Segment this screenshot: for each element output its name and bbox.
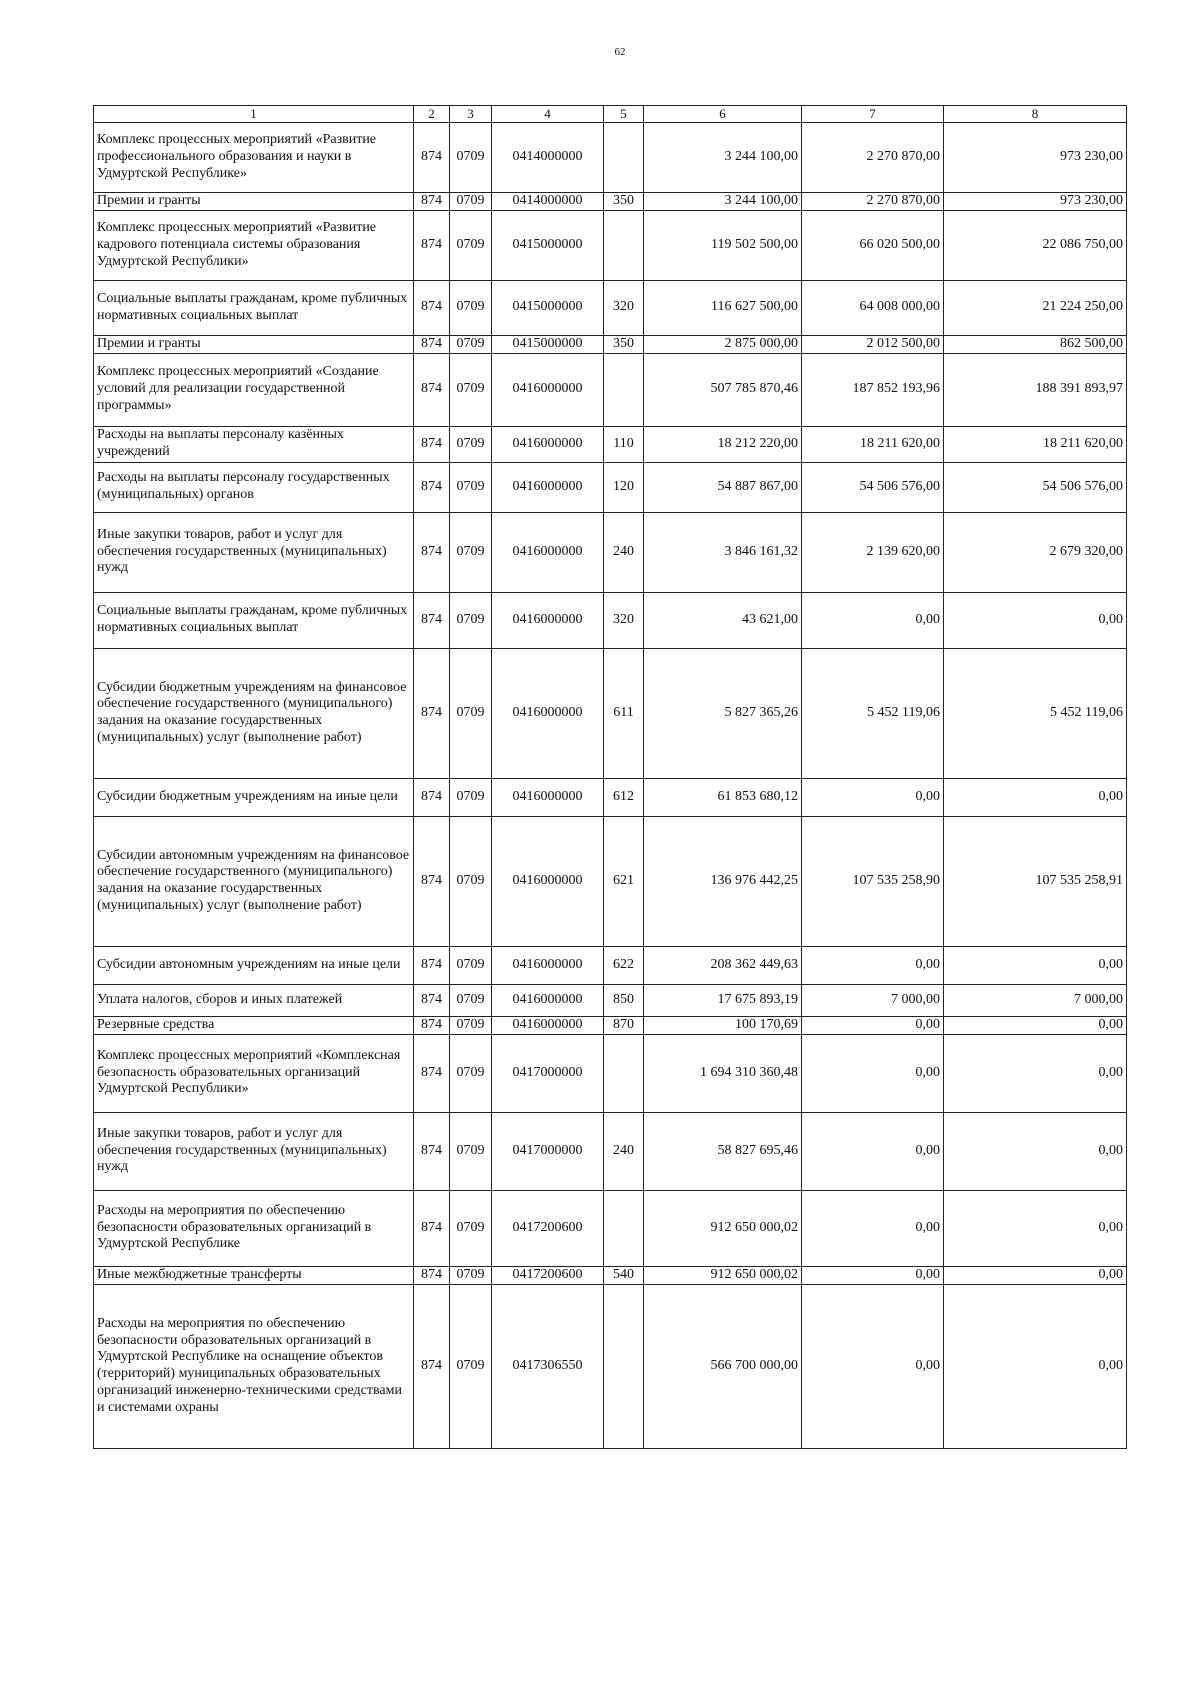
row-code-5 — [604, 123, 644, 193]
row-amount-8: 0,00 — [944, 592, 1127, 648]
row-code-3: 0709 — [450, 462, 492, 512]
row-amount-8: 54 506 576,00 — [944, 462, 1127, 512]
row-amount-8: 0,00 — [944, 1016, 1127, 1034]
row-code-2: 874 — [414, 592, 450, 648]
row-code-3: 0709 — [450, 193, 492, 211]
row-amount-7: 0,00 — [802, 778, 944, 816]
row-code-5: 110 — [604, 426, 644, 462]
row-code-2: 874 — [414, 984, 450, 1016]
row-code-2: 874 — [414, 426, 450, 462]
row-code-5: 612 — [604, 778, 644, 816]
row-code-3: 0709 — [450, 123, 492, 193]
row-amount-6: 119 502 500,00 — [644, 210, 802, 280]
row-code-2: 874 — [414, 193, 450, 211]
column-header: 3 — [450, 106, 492, 123]
row-code-5: 870 — [604, 1016, 644, 1034]
row-code-2: 874 — [414, 210, 450, 280]
row-name: Субсидии автономным учреждениям на иные цели — [94, 946, 414, 984]
row-amount-7: 0,00 — [802, 1034, 944, 1112]
table-row — [94, 1190, 1127, 1266]
row-name: Комплекс процессных мероприятий «Создание условий для реализации государственной программы» — [94, 353, 414, 426]
table-row — [94, 1112, 1127, 1190]
row-code-4: 0416000000 — [492, 512, 604, 592]
row-code-4: 0416000000 — [492, 648, 604, 778]
row-name: Субсидии автономным учреждениям на финансовое обеспечение государственного (муниципального) задания на оказание государственных (муниципальных) услуг (выполнение работ) — [94, 816, 414, 946]
table-row — [94, 778, 1127, 816]
row-amount-8: 0,00 — [944, 1112, 1127, 1190]
row-amount-6: 17 675 893,19 — [644, 984, 802, 1016]
row-code-4: 0414000000 — [492, 123, 604, 193]
row-amount-8: 0,00 — [944, 1034, 1127, 1112]
row-code-5: 120 — [604, 462, 644, 512]
row-amount-8: 107 535 258,91 — [944, 816, 1127, 946]
row-name: Комплекс процессных мероприятий «Развитие кадрового потенциала системы образования Удмуртской Республики» — [94, 210, 414, 280]
row-amount-8: 973 230,00 — [944, 123, 1127, 193]
row-code-2: 874 — [414, 1266, 450, 1284]
table-row — [94, 512, 1127, 592]
column-header: 7 — [802, 106, 944, 123]
row-name: Премии и гранты — [94, 193, 414, 211]
row-code-4: 0416000000 — [492, 984, 604, 1016]
row-name: Субсидии бюджетным учреждениям на финансовое обеспечение государственного (муниципального) задания на оказание государственных (муниципальных) услуг (выполнение работ) — [94, 648, 414, 778]
row-code-3: 0709 — [450, 1266, 492, 1284]
table-row — [94, 193, 1127, 211]
budget-table — [93, 105, 1127, 1449]
table-row — [94, 210, 1127, 280]
table-row — [94, 280, 1127, 335]
row-name: Комплекс процессных мероприятий «Комплексная безопасность образовательных организаций Удмуртской Республики» — [94, 1034, 414, 1112]
row-code-3: 0709 — [450, 984, 492, 1016]
row-amount-6: 1 694 310 360,48 — [644, 1034, 802, 1112]
row-code-2: 874 — [414, 1284, 450, 1448]
row-amount-8: 0,00 — [944, 778, 1127, 816]
row-amount-8: 22 086 750,00 — [944, 210, 1127, 280]
row-code-4: 0417000000 — [492, 1034, 604, 1112]
row-code-3: 0709 — [450, 335, 492, 353]
row-code-3: 0709 — [450, 592, 492, 648]
row-code-4: 0414000000 — [492, 193, 604, 211]
column-header: 5 — [604, 106, 644, 123]
column-header: 4 — [492, 106, 604, 123]
row-amount-7: 0,00 — [802, 1016, 944, 1034]
row-amount-7: 2 270 870,00 — [802, 123, 944, 193]
row-code-3: 0709 — [450, 512, 492, 592]
row-amount-7: 0,00 — [802, 1266, 944, 1284]
row-amount-7: 0,00 — [802, 1112, 944, 1190]
row-code-5: 621 — [604, 816, 644, 946]
table-row — [94, 426, 1127, 462]
row-amount-6: 3 244 100,00 — [644, 123, 802, 193]
row-name: Социальные выплаты гражданам, кроме публичных нормативных социальных выплат — [94, 592, 414, 648]
table-row — [94, 462, 1127, 512]
row-amount-7: 66 020 500,00 — [802, 210, 944, 280]
row-name: Иные закупки товаров, работ и услуг для обеспечения государственных (муниципальных) нужд — [94, 1112, 414, 1190]
row-amount-6: 18 212 220,00 — [644, 426, 802, 462]
row-code-2: 874 — [414, 462, 450, 512]
row-amount-8: 0,00 — [944, 946, 1127, 984]
row-code-2: 874 — [414, 648, 450, 778]
row-amount-8: 188 391 893,97 — [944, 353, 1127, 426]
row-code-2: 874 — [414, 280, 450, 335]
row-amount-7: 18 211 620,00 — [802, 426, 944, 462]
row-code-4: 0416000000 — [492, 1016, 604, 1034]
row-amount-6: 912 650 000,02 — [644, 1266, 802, 1284]
row-amount-8: 21 224 250,00 — [944, 280, 1127, 335]
row-code-2: 874 — [414, 1190, 450, 1266]
row-code-5: 320 — [604, 592, 644, 648]
table-row — [94, 648, 1127, 778]
row-code-2: 874 — [414, 1016, 450, 1034]
row-code-5: 611 — [604, 648, 644, 778]
row-name: Резервные средства — [94, 1016, 414, 1034]
row-code-4: 0417200600 — [492, 1266, 604, 1284]
row-name: Иные межбюджетные трансферты — [94, 1266, 414, 1284]
row-amount-8: 973 230,00 — [944, 193, 1127, 211]
row-amount-6: 136 976 442,25 — [644, 816, 802, 946]
row-amount-8: 18 211 620,00 — [944, 426, 1127, 462]
row-name: Расходы на мероприятия по обеспечению безопасности образовательных организаций в Удмуртской Республике — [94, 1190, 414, 1266]
row-code-5: 350 — [604, 193, 644, 211]
row-amount-8: 2 679 320,00 — [944, 512, 1127, 592]
column-header: 1 — [94, 106, 414, 123]
row-amount-7: 0,00 — [802, 946, 944, 984]
row-code-2: 874 — [414, 1112, 450, 1190]
row-amount-6: 116 627 500,00 — [644, 280, 802, 335]
row-amount-8: 0,00 — [944, 1284, 1127, 1448]
row-name: Комплекс процессных мероприятий «Развитие профессионального образования и науки в Удмуртской Республике» — [94, 123, 414, 193]
row-code-3: 0709 — [450, 353, 492, 426]
row-amount-6: 43 621,00 — [644, 592, 802, 648]
row-code-2: 874 — [414, 512, 450, 592]
row-amount-8: 7 000,00 — [944, 984, 1127, 1016]
row-code-2: 874 — [414, 123, 450, 193]
row-code-4: 0415000000 — [492, 280, 604, 335]
row-code-5 — [604, 353, 644, 426]
row-amount-7: 5 452 119,06 — [802, 648, 944, 778]
row-name: Премии и гранты — [94, 335, 414, 353]
row-amount-7: 7 000,00 — [802, 984, 944, 1016]
row-code-5: 320 — [604, 280, 644, 335]
table-row — [94, 946, 1127, 984]
row-code-4: 0415000000 — [492, 335, 604, 353]
row-code-4: 0416000000 — [492, 462, 604, 512]
row-code-3: 0709 — [450, 946, 492, 984]
row-code-2: 874 — [414, 1034, 450, 1112]
row-amount-6: 912 650 000,02 — [644, 1190, 802, 1266]
row-amount-6: 2 875 000,00 — [644, 335, 802, 353]
row-code-3: 0709 — [450, 1284, 492, 1448]
table-row — [94, 1034, 1127, 1112]
row-amount-6: 507 785 870,46 — [644, 353, 802, 426]
row-code-5 — [604, 210, 644, 280]
row-amount-6: 5 827 365,26 — [644, 648, 802, 778]
table-row — [94, 335, 1127, 353]
row-amount-6: 208 362 449,63 — [644, 946, 802, 984]
row-name: Расходы на мероприятия по обеспечению безопасности образовательных организаций в Удмуртской Республике на оснащение объектов (территорий) муниципальных образовательных организаций инженерно-техническими средствами и системами охраны — [94, 1284, 414, 1448]
row-code-2: 874 — [414, 778, 450, 816]
row-amount-8: 0,00 — [944, 1190, 1127, 1266]
row-code-2: 874 — [414, 353, 450, 426]
table-row — [94, 816, 1127, 946]
row-amount-6: 61 853 680,12 — [644, 778, 802, 816]
row-code-2: 874 — [414, 335, 450, 353]
row-code-3: 0709 — [450, 210, 492, 280]
table-row — [94, 1284, 1127, 1448]
table-row — [94, 1266, 1127, 1284]
row-code-4: 0416000000 — [492, 778, 604, 816]
row-amount-7: 0,00 — [802, 1284, 944, 1448]
row-code-4: 0416000000 — [492, 353, 604, 426]
row-code-4: 0417200600 — [492, 1190, 604, 1266]
row-amount-6: 58 827 695,46 — [644, 1112, 802, 1190]
row-code-5: 622 — [604, 946, 644, 984]
row-code-3: 0709 — [450, 648, 492, 778]
column-header: 6 — [644, 106, 802, 123]
row-code-5: 540 — [604, 1266, 644, 1284]
row-amount-6: 100 170,69 — [644, 1016, 802, 1034]
row-amount-6: 3 244 100,00 — [644, 193, 802, 211]
row-amount-6: 54 887 867,00 — [644, 462, 802, 512]
column-header: 8 — [944, 106, 1127, 123]
row-code-5 — [604, 1284, 644, 1448]
row-code-3: 0709 — [450, 1112, 492, 1190]
row-code-5: 240 — [604, 512, 644, 592]
row-name: Расходы на выплаты персоналу казённых учреждений — [94, 426, 414, 462]
row-code-4: 0416000000 — [492, 592, 604, 648]
row-code-4: 0416000000 — [492, 816, 604, 946]
row-amount-7: 0,00 — [802, 1190, 944, 1266]
row-amount-8: 5 452 119,06 — [944, 648, 1127, 778]
row-amount-7: 107 535 258,90 — [802, 816, 944, 946]
row-code-3: 0709 — [450, 1190, 492, 1266]
row-amount-7: 187 852 193,96 — [802, 353, 944, 426]
row-code-4: 0416000000 — [492, 946, 604, 984]
row-code-4: 0417306550 — [492, 1284, 604, 1448]
page-number: 62 — [614, 46, 626, 58]
row-name: Субсидии бюджетным учреждениям на иные цели — [94, 778, 414, 816]
row-amount-6: 3 846 161,32 — [644, 512, 802, 592]
table-row — [94, 984, 1127, 1016]
row-amount-8: 862 500,00 — [944, 335, 1127, 353]
row-code-2: 874 — [414, 816, 450, 946]
row-code-5: 240 — [604, 1112, 644, 1190]
row-amount-7: 64 008 000,00 — [802, 280, 944, 335]
row-code-2: 874 — [414, 946, 450, 984]
row-code-4: 0415000000 — [492, 210, 604, 280]
row-code-3: 0709 — [450, 426, 492, 462]
row-code-3: 0709 — [450, 816, 492, 946]
row-code-5: 850 — [604, 984, 644, 1016]
row-name: Уплата налогов, сборов и иных платежей — [94, 984, 414, 1016]
row-name: Социальные выплаты гражданам, кроме публичных нормативных социальных выплат — [94, 280, 414, 335]
table-body — [94, 123, 1127, 1449]
row-amount-8: 0,00 — [944, 1266, 1127, 1284]
row-code-5 — [604, 1190, 644, 1266]
row-amount-7: 2 012 500,00 — [802, 335, 944, 353]
row-code-3: 0709 — [450, 778, 492, 816]
row-code-5 — [604, 1034, 644, 1112]
row-amount-7: 0,00 — [802, 592, 944, 648]
row-code-3: 0709 — [450, 1034, 492, 1112]
row-name: Иные закупки товаров, работ и услуг для обеспечения государственных (муниципальных) нужд — [94, 512, 414, 592]
row-amount-7: 2 139 620,00 — [802, 512, 944, 592]
row-code-4: 0416000000 — [492, 426, 604, 462]
table-row — [94, 353, 1127, 426]
row-code-3: 0709 — [450, 1016, 492, 1034]
row-code-5: 350 — [604, 335, 644, 353]
row-amount-6: 566 700 000,00 — [644, 1284, 802, 1448]
table-row — [94, 1016, 1127, 1034]
row-code-4: 0417000000 — [492, 1112, 604, 1190]
row-amount-7: 54 506 576,00 — [802, 462, 944, 512]
row-amount-7: 2 270 870,00 — [802, 193, 944, 211]
row-name: Расходы на выплаты персоналу государственных (муниципальных) органов — [94, 462, 414, 512]
table-row — [94, 123, 1127, 193]
row-code-3: 0709 — [450, 280, 492, 335]
table-row — [94, 592, 1127, 648]
column-header: 2 — [414, 106, 450, 123]
header-row — [94, 106, 1127, 123]
